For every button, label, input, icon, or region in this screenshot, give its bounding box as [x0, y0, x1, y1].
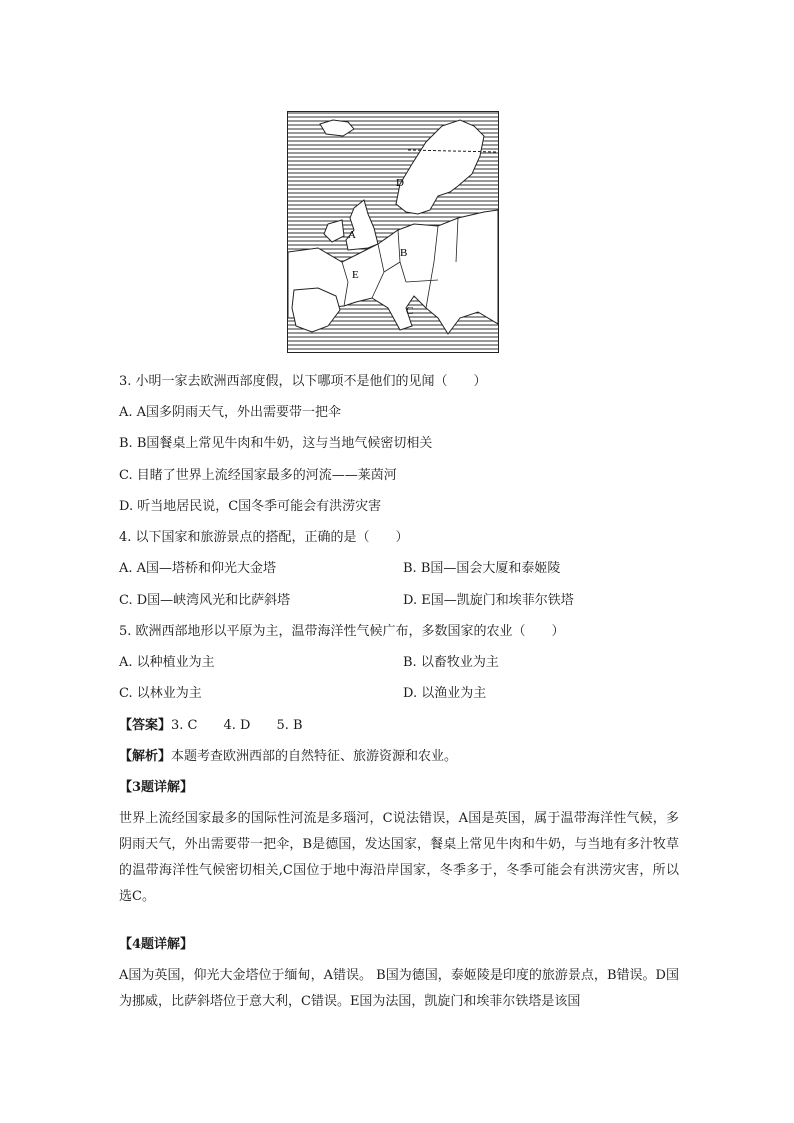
question-5-option-a: A. 以种植业为主 [119, 655, 215, 670]
question-3-option-a: A. A国多阴雨天气，外出需要带一把伞 [119, 405, 342, 420]
analysis-label: 【解析】 [119, 749, 172, 764]
map-label-a: A [348, 229, 356, 241]
map-label-c: C [406, 305, 414, 317]
question-3-option-c: C. 目睹了世界上流经国家最多的河流——莱茵河 [119, 468, 397, 483]
europe-map-figure [287, 111, 499, 353]
analysis-text: 本题考查欧洲西部的自然特征、旅游资源和农业。 [171, 749, 458, 764]
map-label-b: B [400, 247, 408, 259]
question-5-option-b: B. 以畜牧业为主 [403, 655, 499, 670]
question-5-stem: 5. 欧洲西部地形以平原为主，温带海洋性气候广布，多数国家的农业（ ） [119, 624, 565, 639]
map-label-e: E [352, 269, 359, 281]
map-label-d: D [396, 177, 404, 189]
detail-3-heading: 【3题详解】 [119, 780, 194, 795]
analysis-line [119, 747, 457, 767]
detail-4-text: A国为英国，仰光大金塔位于缅甸，A错误。 B国为德国，泰姬陵是印度的旅游景点，B错误。D国为挪威，比萨斜塔位于意大利，C错误。E国为法国，凯旋门和埃菲尔铁塔是该国 [119, 968, 679, 1009]
europe-map [288, 112, 498, 352]
answer-text: 3. C 4. D 5. B [171, 718, 303, 733]
question-5-option-c: C. 以林业为主 [119, 686, 202, 701]
detail-4-heading: 【4题详解】 [119, 937, 194, 952]
question-3-option-d: D. 听当地居民说，C国冬季可能会有洪涝灾害 [119, 499, 382, 514]
detail-3-text: 世界上流经国家最多的国际性河流是多瑙河，C说法错误，A国是英国，属于温带海洋性气候，多阴雨天气，外出需要带一把伞，B是德国，发达国家，餐桌上常见牛肉和牛奶，与当地有多汁牧草的温带海洋性气候密切相关,C国位于地中海沿岸国家，冬季多于，冬季可能会有洪涝灾害，所以选C。 [119, 811, 679, 904]
question-4-option-c: C. D国—峡湾风光和比萨斜塔 [119, 593, 291, 608]
question-3-option-b: B. B国餐桌上常见牛肉和牛奶，这与当地气候密切相关 [119, 436, 433, 451]
question-3-stem: 3. 小明一家去欧洲西部度假，以下哪项不是他们的见闻（ ） [119, 374, 487, 389]
answer-line [119, 716, 303, 736]
question-4-option-a: A. A国—塔桥和仰光大金塔 [119, 561, 277, 576]
question-4-stem: 4. 以下国家和旅游景点的搭配，正确的是（ ） [119, 530, 409, 545]
question-4-option-b: B. B国—国会大厦和泰姬陵 [403, 561, 561, 576]
question-5-option-d: D. 以渔业为主 [403, 686, 487, 701]
question-4-option-d: D. E国—凯旋门和埃菲尔铁塔 [403, 593, 574, 608]
answer-label: 【答案】 [119, 718, 172, 733]
